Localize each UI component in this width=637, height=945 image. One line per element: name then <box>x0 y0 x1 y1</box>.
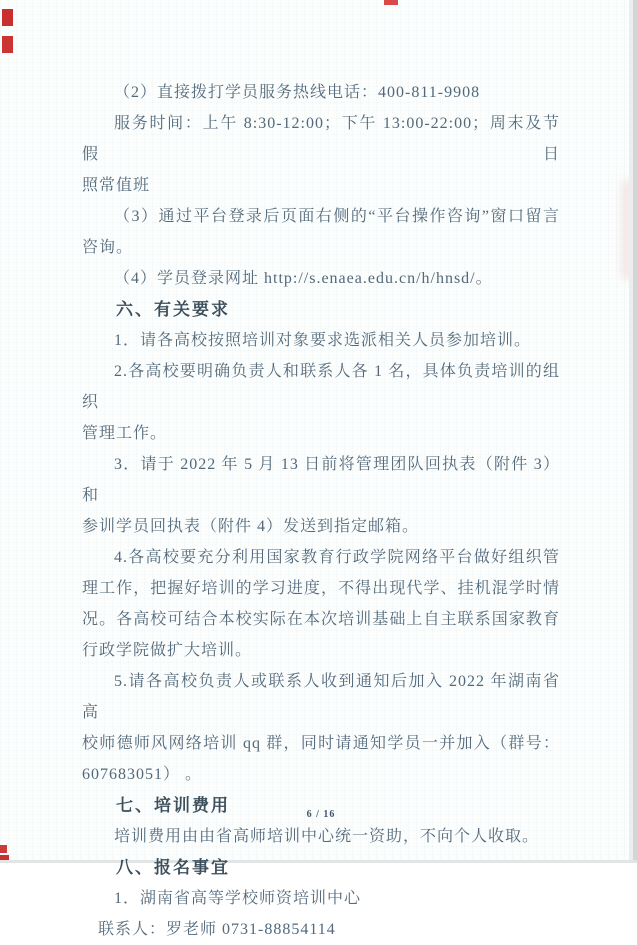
text-line: 607683051） 。 <box>82 766 203 783</box>
text-line: 照常值班 <box>82 177 151 194</box>
text-line: 2.各高校要明确负责人和联系人各 1 名，具体负责培训的组织 <box>82 363 560 411</box>
scan-artifact-red-mark-top-2 <box>2 36 13 53</box>
text-line: 校师德师风网络培训 qq 群，同时请通知学员一并加入（群号： <box>82 735 560 752</box>
section-heading: 六、有关要求 <box>116 300 230 319</box>
scan-artifact-red-dash-top-center <box>384 0 398 5</box>
text-line: （3）通过平台登录后页面右侧的“平台操作咨询”窗口留言 <box>114 208 560 225</box>
text-line: 理工作，把握好培训的学习进度，不得出现代学、挂机混学时情 <box>82 580 560 597</box>
text-line: 3．请于 2022 年 5 月 13 日前将管理团队回执表（附件 3）和 <box>82 456 560 504</box>
text-line: 咨询。 <box>82 239 134 256</box>
page-number: 6 / 16 <box>306 809 336 820</box>
text-line: 行政学院做扩大培训。 <box>82 642 253 659</box>
text-line: 1．湖南省高等学校师资培训中心 <box>114 890 362 907</box>
text-line: （4）学员登录网址 http://s.enaea.edu.cn/h/hnsd/。 <box>114 270 493 287</box>
scan-artifact-red-mark-top-1 <box>2 9 13 26</box>
text-line: 联系人：罗老师 0731-88854114 <box>98 921 336 938</box>
text-line: 1．请各高校按照培训对象要求选派相关人员参加培训。 <box>114 332 532 349</box>
text-line: 况。各高校可结合本校实际在本次培训基础上自主联系国家教育 <box>82 611 560 628</box>
text-line: 管理工作。 <box>82 425 168 442</box>
text-line: 5.请各高校负责人或联系人收到通知后加入 2022 年湖南省高 <box>82 673 560 721</box>
text-line: 参训学员回执表（附件 4）发送到指定邮箱。 <box>82 518 420 535</box>
text-line: 培训费用由由省高师培训中心统一资助，不向个人收取。 <box>114 828 540 845</box>
text-line: （2）直接拨打学员服务热线电话：400-811-9908 <box>114 84 481 101</box>
scan-artifact-red-mark-bottom-1 <box>0 845 7 853</box>
section-heading: 八、报名事宜 <box>116 858 230 877</box>
text-line: 服务时间：上午 8:30-12:00；下午 13:00-22:00；周末及节假日 <box>82 115 560 163</box>
page-edge-shadow-right <box>633 0 637 863</box>
text-line: 4.各高校要充分利用国家教育行政学院网络平台做好组织管 <box>114 549 560 566</box>
section-heading: 七、培训费用 <box>116 796 230 815</box>
